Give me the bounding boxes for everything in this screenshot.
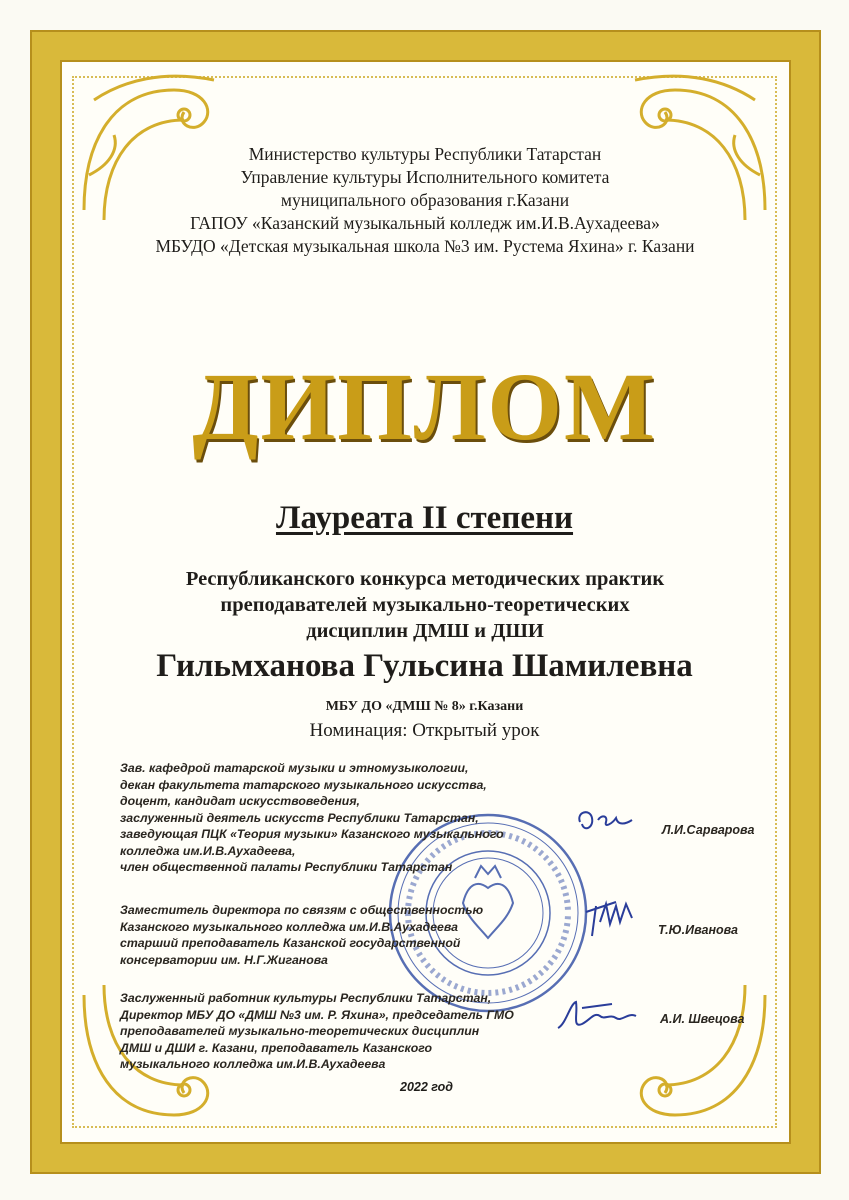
issue-year: 2022 год	[400, 1080, 454, 1094]
credential-line: Заслуженный работник культуры Республики Татарстан,	[120, 991, 492, 1005]
credential-line: Директор МБУ ДО «ДМШ №3 им. Р. Яхина», председатель ГМО	[120, 1007, 514, 1022]
header-line: ГАПОУ «Казанский музыкальный колледж им.И.В.Аухадеева»	[190, 213, 660, 233]
credential-line: музыкального колледжа им.И.В.Аухадеева	[120, 1057, 386, 1071]
signature-3-icon	[552, 994, 642, 1038]
credential-line: Зав. кафедрой татарской музыки и этномузыкологии,	[120, 761, 469, 775]
recipient-school: МБУ ДО «ДМШ № 8» г.Казани	[325, 699, 524, 714]
credential-line: ДМШ и ДШИ г. Казани, преподаватель Казанского	[120, 1040, 433, 1055]
contest-line: Республиканского конкурса методических практик	[185, 568, 665, 590]
credential-line: колледжа им.И.В.Аухадеева,	[120, 843, 296, 858]
credential-line: Заместитель директора по связям с общественностью	[120, 903, 484, 917]
signature-1-icon	[572, 804, 642, 840]
issuer-header	[100, 143, 750, 258]
signatory-1-name: Л.И.Сарварова	[662, 823, 755, 837]
signatory-1-credentials	[120, 760, 504, 876]
header-line: Управление культуры Исполнительного комитета	[240, 167, 610, 187]
laureate-degree: Лауреата II степени	[275, 500, 574, 536]
nomination: Номинация: Открытый урок	[309, 720, 540, 741]
signatory-2-name: Т.Ю.Иванова	[658, 923, 738, 937]
header-line: Министерство культуры Республики Татарстан	[248, 144, 602, 164]
signatory-3-name: А.И. Швецова	[660, 1012, 745, 1026]
credential-line: член общественной палаты Республики Татарстан	[120, 860, 453, 874]
credential-line: заведующая ПЦК «Теория музыки» Казанского музыкального	[120, 827, 504, 841]
header-line: муниципального образования г.Казани	[280, 190, 570, 210]
signatory-2-credentials	[120, 902, 483, 968]
signature-2-icon	[576, 892, 646, 942]
header-line: МБУДО «Детская музыкальная школа №3 им. Рустема Яхина» г. Казани	[155, 236, 695, 256]
credential-line: преподавателей музыкально-теоретических дисциплин	[120, 1024, 480, 1038]
credential-line: Казанского музыкального колледжа им.И.В.Аухадеева	[120, 919, 458, 934]
signatory-3-credentials	[120, 990, 514, 1073]
credential-line: доцент, кандидат искусствоведения,	[120, 794, 360, 808]
credential-line: декан факультета татарского музыкального искусства,	[120, 777, 487, 792]
contest-line: преподавателей музыкально-теоретических	[220, 594, 630, 616]
credential-line: старший преподаватель Казанской государственной	[120, 936, 461, 950]
credential-line: заслуженный деятель искусств Республики Татарстан,	[120, 810, 479, 825]
diploma-title: ДИПЛОМ	[192, 353, 657, 460]
contest-line: дисциплин ДМШ и ДШИ	[306, 620, 544, 642]
credential-line: консерватории им. Н.Г.Жиганова	[120, 952, 328, 967]
recipient-name: Гильмханова Гульсина Шамилевна	[156, 648, 693, 684]
contest-description	[100, 566, 750, 644]
